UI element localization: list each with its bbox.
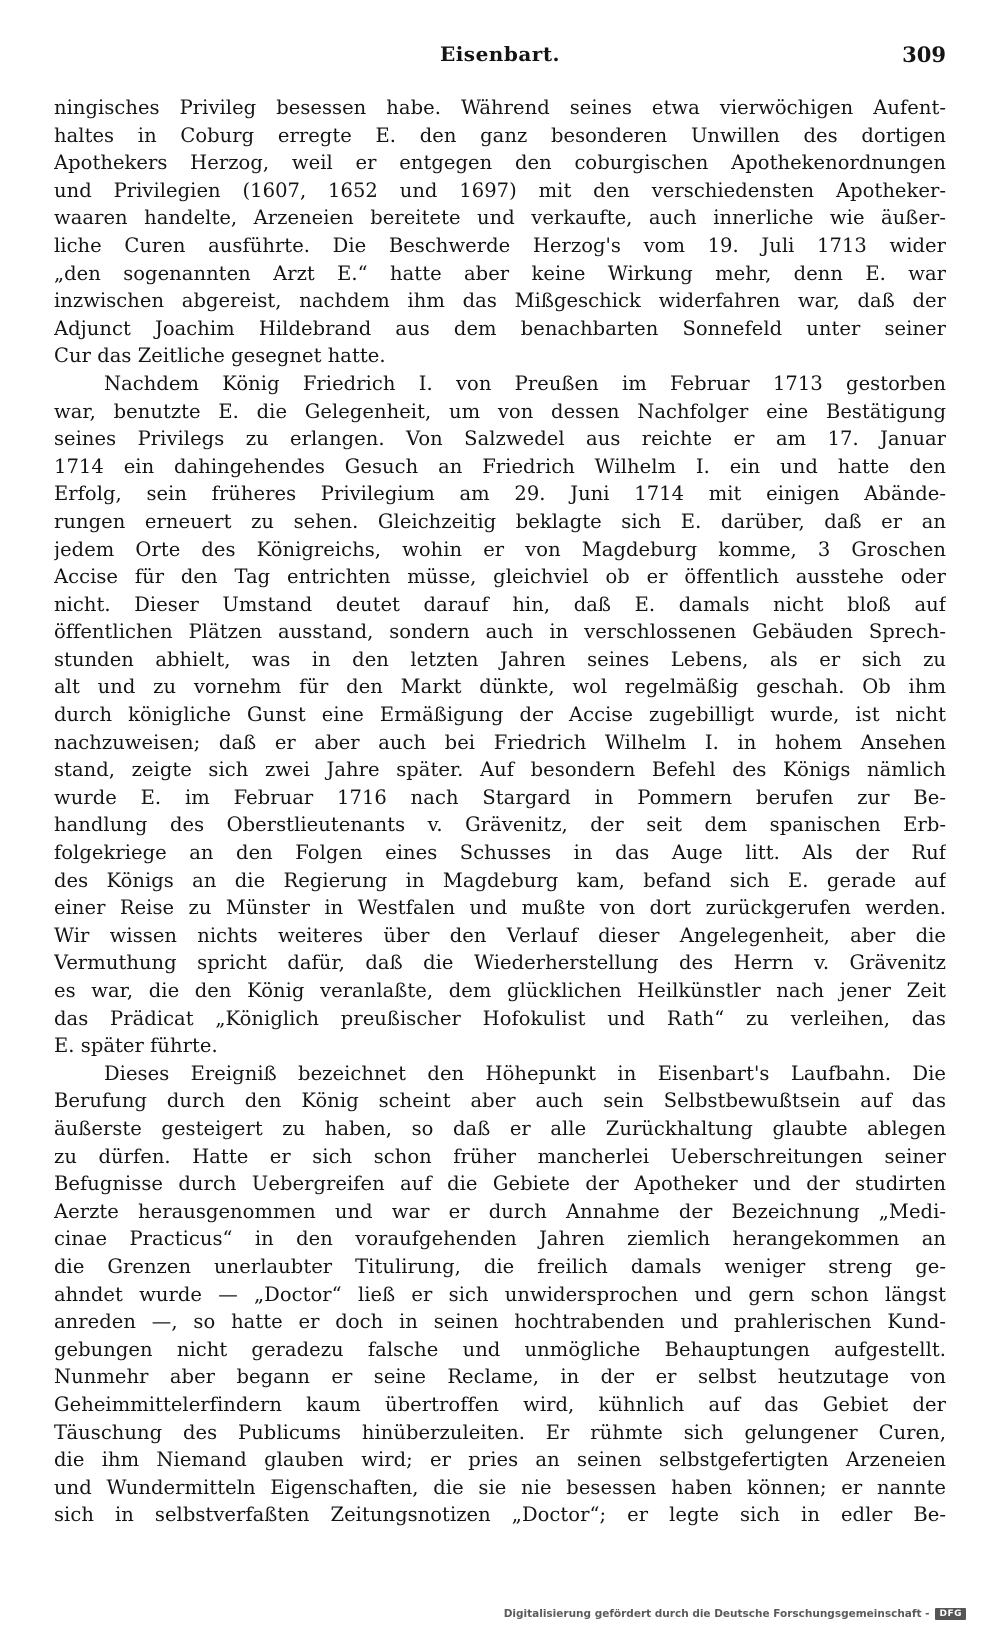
text-line: es war, die den König veranlaßte, dem glücklichen Heilkünstler nach jener Zeit — [54, 979, 946, 1002]
text-line: des Königs an die Regierung in Magdeburg kam, befand sich E. gerade auf — [54, 868, 946, 892]
text-line: Dieses Ereigniß bezeichnet den Höhepunkt in Eisenbart's Laufbahn. Die — [104, 1061, 946, 1085]
text-line: nicht. Dieser Umstand deutet darauf hin, daß E. damals nicht bloß auf — [54, 592, 946, 616]
text-line: „den sogenannten Arzt E.“ hatte aber keine Wirkung mehr, denn E. war — [54, 261, 946, 285]
text-line: ningisches Privileg besessen habe. Während seines etwa vierwöchigen Aufent- — [54, 96, 946, 119]
text-line: Cur das Zeitliche gesegnet hatte. — [54, 344, 386, 368]
text-line: liche Curen ausführte. Die Beschwerde Herzog's vom 19. Juli 1713 wider — [54, 233, 946, 257]
text-line: zu dürfen. Hatte er sich schon früher mancherlei Ueberschreitungen seiner — [54, 1144, 946, 1168]
text-line: einer Reise zu Münster in Westfalen und mußte von dort zurückgerufen werden. — [54, 896, 946, 920]
text-line: das Prädicat „Königlich preußischer Hofokulist und Rath“ zu verleihen, das — [54, 1006, 946, 1030]
text-line: Nachdem König Friedrich I. von Preußen im Februar 1713 gestorben — [104, 371, 946, 395]
text-line: Berufung durch den König scheint aber auch sein Selbstbewußtsein auf das — [54, 1089, 946, 1113]
dfg-logo: DFG — [935, 1608, 966, 1620]
text-line: die ihm Niemand glauben wird; er pries an seinen selbstgefertigten Arzeneien — [54, 1448, 946, 1472]
text-line: Nunmehr aber begann er seine Reclame, in der er selbst heutzutage von — [54, 1365, 946, 1389]
text-line: Wir wissen nichts weiteres über den Verlauf dieser Angelegenheit, aber die — [54, 923, 946, 947]
text-line: Befugnisse durch Uebergreifen auf die Gebiete der Apotheker und der studirten — [54, 1172, 946, 1196]
text-line: Adjunct Joachim Hildebrand aus dem benachbarten Sonnefeld unter seiner — [54, 316, 946, 340]
text-line: durch königliche Gunst eine Ermäßigung der Accise zugebilligt wurde, ist nicht — [54, 703, 946, 727]
digitization-credit — [504, 1606, 966, 1622]
text-line: stand, zeigte sich zwei Jahre später. Auf besondern Befehl des Königs nämlich — [54, 758, 946, 782]
text-line: seines Privilegs zu erlangen. Von Salzwedel aus reichte er am 17. Januar — [54, 427, 946, 451]
body-text — [54, 94, 946, 1529]
text-line: die Grenzen unerlaubter Titulirung, die freilich damals weniger streng ge- — [54, 1254, 946, 1278]
text-line: inzwischen abgereist, nachdem ihm das Mißgeschick widerfahren war, daß der — [54, 289, 946, 313]
text-line: stunden abhielt, was in den letzten Jahren seines Lebens, als er sich zu — [54, 647, 946, 671]
text-line: haltes in Coburg erregte E. den ganz besonderen Unwillen des dortigen — [54, 123, 946, 147]
text-line: E. später führte. — [54, 1034, 218, 1058]
text-line: anreden —, so hatte er doch in seinen hochtrabenden und prahlerischen Kund- — [54, 1310, 946, 1334]
text-line: Aerzte herausgenommen und war er durch Annahme der Bezeichnung „Medi- — [54, 1199, 946, 1223]
text-line: cinae Practicus“ in den voraufgehenden Jahren ziemlich herangekommen an — [54, 1227, 946, 1251]
text-line: gebungen nicht geradezu falsche und unmögliche Behauptungen aufgestellt. — [54, 1337, 946, 1361]
text-line: Erfolg, sein früheres Privilegium am 29. Juni 1714 mit einigen Abände- — [54, 482, 946, 506]
text-line: äußerste gesteigert zu haben, so daß er alle Zurückhaltung glaubte ablegen — [54, 1116, 946, 1140]
text-line: Geheimmittelerfindern kaum übertroffen wird, kühnlich auf das Gebiet der — [54, 1392, 946, 1416]
text-line: jedem Orte des Königreichs, wohin er von Magdeburg komme, 3 Groschen — [54, 537, 946, 561]
page-number: 309 — [902, 42, 946, 67]
text-line: rungen erneuert zu sehen. Gleichzeitig beklagte sich E. darüber, daß er an — [54, 509, 946, 533]
text-line: folgekriege an den Folgen eines Schusses in das Auge litt. Als der Ruf — [54, 841, 946, 865]
credit-text: Digitalisierung gefördert durch die Deutsche Forschungsgemeinschaft - — [503, 1608, 930, 1620]
text-line: 1714 ein dahingehendes Gesuch an Friedrich Wilhelm I. ein und hatte den — [54, 454, 946, 478]
text-line: Täuschung des Publicums hinüberzuleiten. Er rühmte sich gelungener Curen, — [54, 1420, 946, 1444]
text-line: handlung des Oberstlieutenants v. Grävenitz, der seit dem spanischen Erb- — [54, 813, 946, 837]
text-line: Apothekers Herzog, weil er entgegen den coburgischen Apothekenordnungen — [54, 151, 946, 175]
text-line: ahndet wurde — „Doctor“ ließ er sich unwidersprochen und gern schon längst — [54, 1282, 946, 1306]
text-line: sich in selbstverfaßten Zeitungsnotizen „Doctor“; er legte sich in edler Be- — [54, 1503, 946, 1527]
running-title: Eisenbart. — [439, 42, 561, 66]
text-line: öffentlichen Plätzen ausstand, sondern auch in verschlossenen Gebäuden Sprech- — [54, 620, 946, 644]
text-line: wurde E. im Februar 1716 nach Stargard in Pommern berufen zur Be- — [54, 785, 946, 809]
text-line: Accise für den Tag entrichten müsse, gleichviel ob er öffentlich ausstehe oder — [54, 565, 946, 589]
text-line: alt und zu vornehm für den Markt dünkte, wol regelmäßig geschah. Ob ihm — [54, 675, 946, 699]
text-line: nachzuweisen; daß er aber auch bei Friedrich Wilhelm I. in hohem Ansehen — [54, 730, 946, 754]
text-line: war, benutzte E. die Gelegenheit, um von dessen Nachfolger eine Bestätigung — [54, 399, 946, 423]
text-line: Vermuthung spricht dafür, daß die Wiederherstellung des Herrn v. Grävenitz — [54, 951, 946, 975]
running-head — [54, 42, 946, 74]
text-line: waaren handelte, Arzeneien bereitete und verkaufte, auch innerliche wie äußer- — [54, 206, 946, 230]
text-line: und Privilegien (1607, 1652 und 1697) mit den verschiedensten Apotheker- — [54, 178, 946, 202]
text-line: und Wundermitteln Eigenschaften, die sie nie besessen haben können; er nannte — [54, 1475, 946, 1499]
